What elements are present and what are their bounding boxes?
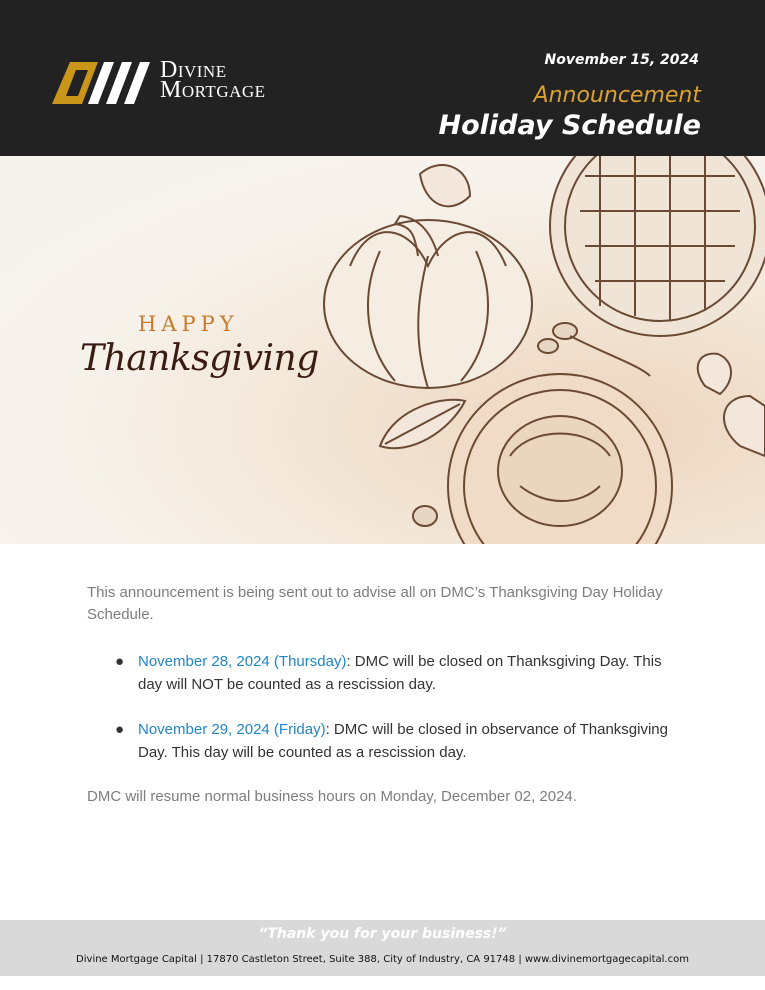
schedule-detail: : DMC will be closed on Thanksgiving Day. This day will NOT be counted as a rescission day. xyxy=(138,653,662,693)
schedule-list xyxy=(115,650,675,786)
announcement-date: November 15, 2024 xyxy=(544,52,699,68)
hero-happy-text: HAPPY xyxy=(138,312,239,336)
footer-tagline: “Thank you for your business!” xyxy=(258,926,507,942)
schedule-date: November 28, 2024 (Thursday) xyxy=(138,653,347,670)
footer xyxy=(0,920,765,976)
hero-thanksgiving-text: Thanksgiving xyxy=(80,338,319,379)
logo-line2: Mortgage xyxy=(160,77,266,103)
thanksgiving-hero-image xyxy=(0,156,765,544)
schedule-date: November 29, 2024 (Friday) xyxy=(138,721,326,738)
announcement-label: Announcement xyxy=(533,83,701,108)
footer-contact-info: Divine Mortgage Capital | 17870 Castleton Street, Suite 388, City of Industry, CA 91748 | www.divinemortgagecapital.com xyxy=(76,954,689,965)
list-item xyxy=(115,650,675,696)
logo-wordmark xyxy=(160,57,266,103)
page-title: Holiday Schedule xyxy=(438,110,701,141)
turkey-icon xyxy=(448,374,672,544)
logo-line1: Divine xyxy=(160,57,227,83)
logo-mark-icon xyxy=(52,62,156,104)
bullet-icon: ● xyxy=(115,721,125,738)
pumpkin-icon xyxy=(324,216,532,388)
intro-text: This announcement is being sent out to advise all on DMC’s Thanksgiving Day Holiday Schedule. xyxy=(87,584,663,623)
company-logo xyxy=(52,58,292,108)
bullet-icon: ● xyxy=(115,653,125,670)
list-item xyxy=(115,718,675,764)
header-banner xyxy=(0,0,765,156)
resume-notice: DMC will resume normal business hours on Monday, December 02, 2024. xyxy=(87,788,577,805)
pie-icon xyxy=(550,156,765,336)
intro-paragraph xyxy=(87,582,697,626)
schedule-detail: : DMC will be closed in observance of Thanksgiving Day. This day will be counted as a rescission day. xyxy=(138,721,668,761)
